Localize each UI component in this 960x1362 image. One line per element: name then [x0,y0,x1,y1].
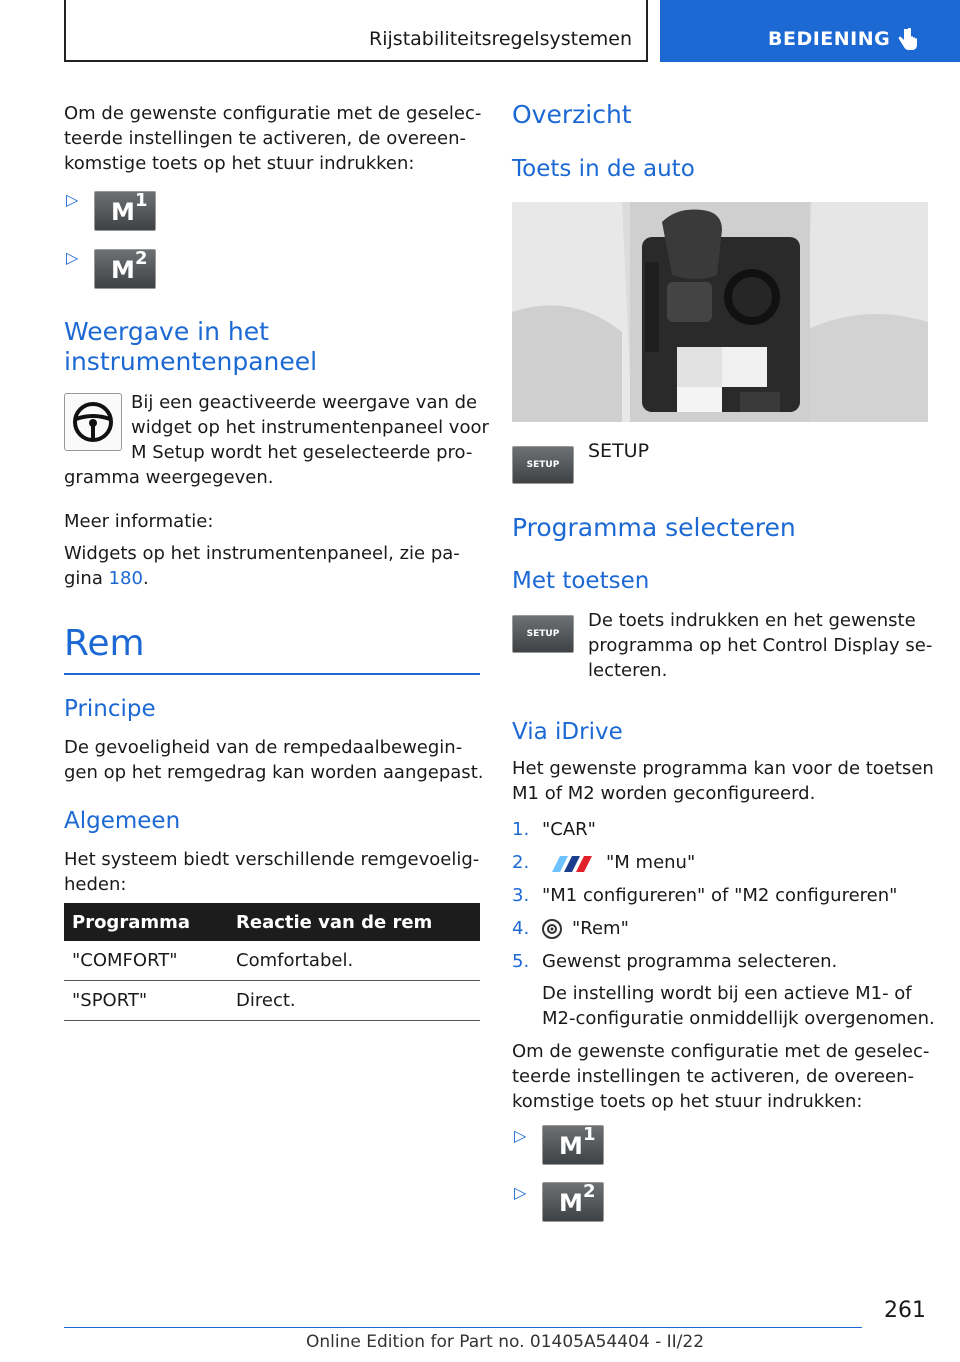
text-line: De toets indrukken en het gewenste [588,610,916,631]
reference-paragraph [64,541,460,591]
m-letter: M [559,1189,583,1217]
text-line: Het systeem biedt verschillende remgevoelig- [64,849,480,870]
bullet-marker: ▷ [514,1126,527,1145]
text-line: Het gewenste programma kan voor de toetsen [512,758,934,779]
principe-heading: Principe [64,696,156,722]
text-line: gen op het remgedrag kan worden aangepast. [64,762,484,783]
toets-heading: Toets in de auto [512,156,695,182]
text-line: De gevoeligheid van de rempedaalbewegin- [64,737,463,758]
text-line: teerde instellingen te activeren, de overeen- [64,128,466,149]
display-paragraph-end: gramma weergegeven. [64,467,274,488]
text-line: M2-configuratie onmiddellijk overgenomen. [542,1008,935,1029]
intro-paragraph [64,101,481,176]
m-number: 1 [583,1124,596,1145]
text-line: komstige toets op het stuur indrukken: [64,153,415,174]
m-number: 1 [135,190,148,211]
table-cell: "SPORT" [64,981,228,1021]
step-text: Gewenst programma selecteren. [542,951,838,972]
m2-button-icon [542,1182,604,1222]
steering-wheel-icon [64,393,122,451]
table-cell: "COMFORT" [64,941,228,981]
section-title: Rijstabiliteitsregelsystemen [369,28,632,50]
text-line [64,566,460,591]
section-rule [64,673,480,675]
m2-button-icon [94,249,156,289]
column-header: Programma [64,903,228,941]
center-console-photo [512,202,928,422]
text-line: widget op het instrumentenpaneel voor [131,417,489,438]
text-line: Om de gewenste configuratie met de geselec- [64,103,482,124]
setup-button-icon: SETUP [512,446,574,484]
m-stripes-icon [546,856,596,872]
text-line: heden: [64,874,127,895]
table-cell: Comfortabel. [228,941,480,981]
text-line: M Setup wordt het geselecteerde pro- [131,442,473,463]
outro-paragraph [512,1039,929,1114]
ref-dot: . [142,568,149,589]
idrive-paragraph [512,756,934,806]
setup-caption: SETUP [588,440,650,462]
rem-title: Rem [64,623,145,664]
m-letter: M [111,256,135,284]
algemeen-paragraph [64,847,479,897]
column-header: Reactie van de rem [228,903,480,941]
idrive-heading: Via iDrive [512,719,623,745]
running-header-chapter [660,0,960,62]
page-reference-link[interactable]: 180 [108,568,143,589]
text-line: Bij een geactiveerde weergave van de [131,392,478,413]
m-letter: M [559,1132,583,1160]
running-header-section [64,0,648,62]
setup-button-icon: SETUP [512,615,574,653]
programma-heading: Programma selecteren [512,513,796,542]
heading-line: instrumentenpaneel [64,347,318,376]
bullet-marker: ▷ [514,1183,527,1202]
step-number: 4. [512,918,530,939]
m1-button-icon [94,191,156,231]
ref-text: gina [64,568,103,589]
algemeen-heading: Algemeen [64,808,181,834]
display-paragraph [131,390,489,465]
overzicht-heading: Overzicht [512,100,632,129]
step-number: 2. [512,852,530,873]
text-line: Widgets op het instrumentenpaneel, zie pa- [64,543,460,564]
hand-pointer-icon [896,28,918,52]
step-number: 5. [512,951,530,972]
table-header-row [64,903,480,941]
bullet-marker: ▷ [66,248,79,267]
more-info-label: Meer informatie: [64,511,214,532]
chapter-title: BEDIENING [768,28,891,50]
text-line: komstige toets op het stuur indrukken: [512,1091,863,1112]
footer-edition: Online Edition for Part no. 01405A54404 - II/22 [306,1332,705,1352]
text-line: M1 of M2 worden geconfigureerd. [512,783,816,804]
heading-line: Weergave in het [64,317,269,346]
step-note [542,981,935,1031]
bullet-marker: ▷ [66,190,79,209]
m-number: 2 [583,1181,596,1202]
text-line: teerde instellingen te activeren, de overeen- [512,1066,914,1087]
text-line: Om de gewenste configuratie met de geselec- [512,1041,930,1062]
m-number: 2 [135,248,148,269]
table-row [64,941,480,981]
brake-disc-icon [541,918,563,940]
brake-program-table [64,903,480,1021]
step-number: 1. [512,819,530,840]
step-text: "M menu" [606,852,696,873]
m-letter: M [111,198,135,226]
met-toetsen-heading: Met toetsen [512,568,650,594]
display-heading [64,317,317,377]
text-line: lecteren. [588,660,668,681]
table-row [64,981,480,1021]
text-line: programma op het Control Display se- [588,635,933,656]
met-toetsen-paragraph [588,608,932,683]
principe-paragraph [64,735,483,785]
table-cell: Direct. [228,981,480,1021]
footer-rule [64,1327,862,1328]
step-text: "Rem" [572,918,629,939]
page-number: 261 [884,1298,926,1323]
m1-button-icon [542,1125,604,1165]
step-text: "CAR" [542,819,596,840]
text-line: De instelling wordt bij een actieve M1- of [542,983,912,1004]
step-number: 3. [512,885,530,906]
step-text: "M1 configureren" of "M2 configureren" [542,885,898,906]
